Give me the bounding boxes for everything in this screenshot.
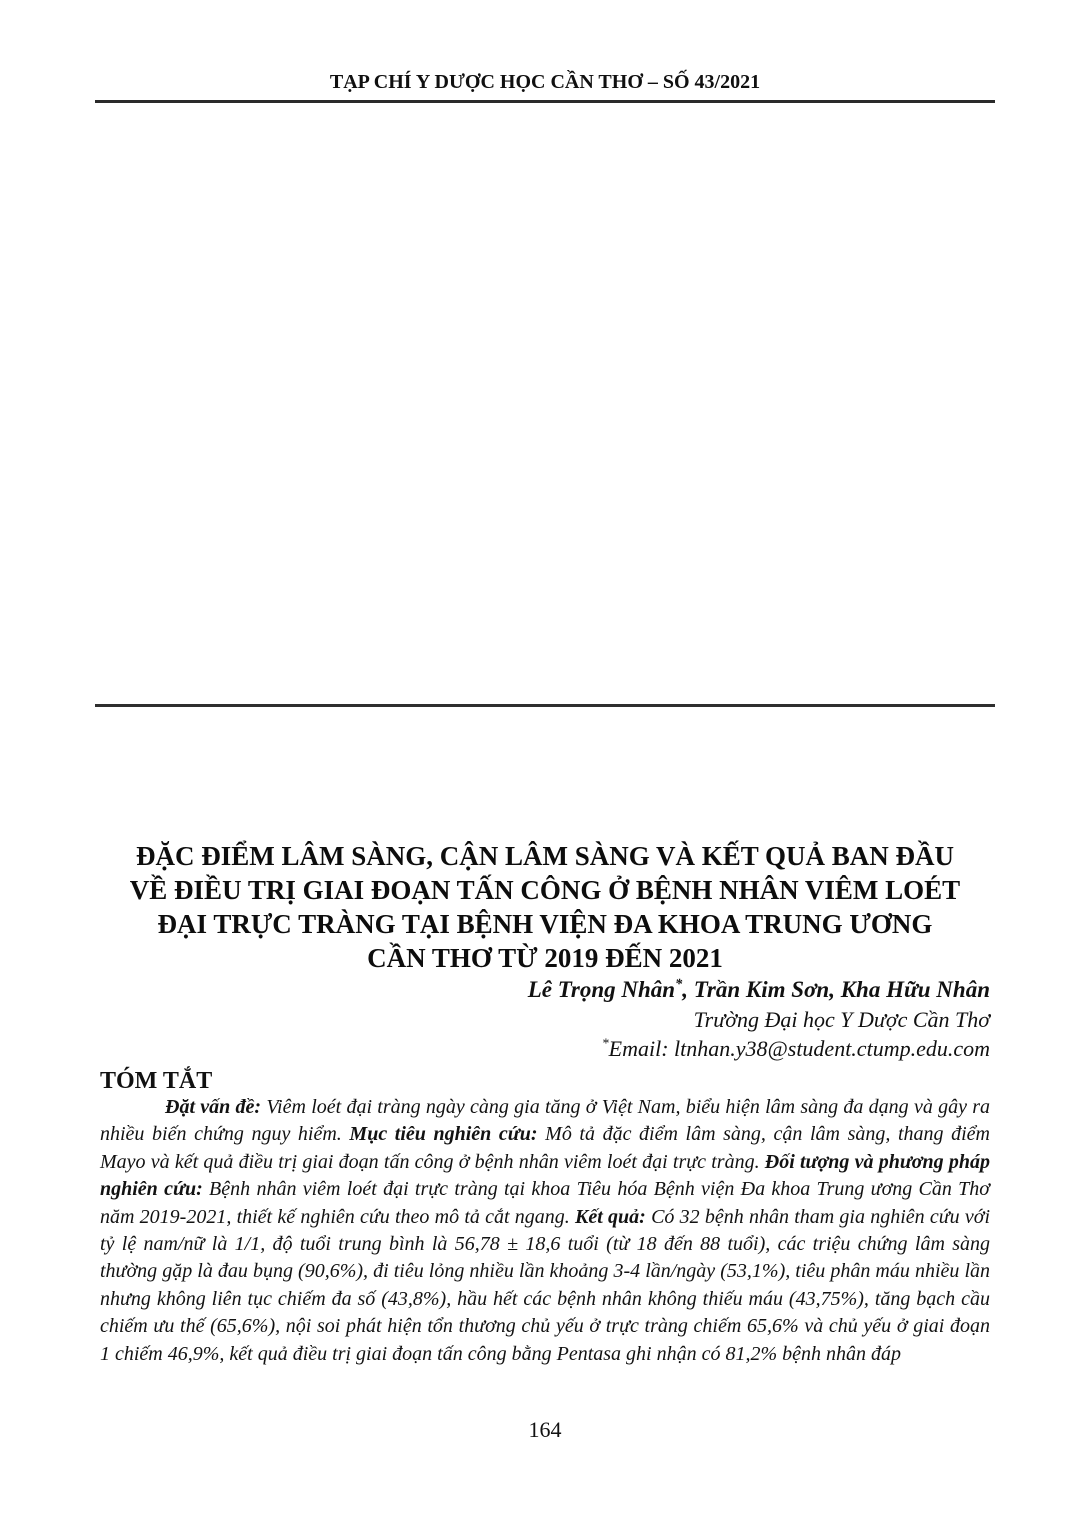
abstract-text: Có 32 bệnh nhân tham gia nghiên cứu với tỷ lệ nam/nữ là 1/1, độ tuổi trung bình là 56,78 ± 18,6 tuổi (từ 18 đến 88 tuổi), các triệu chứng lâm sàng thường gặp là đau bụng (90,6%), đi tiêu lỏng nhiều lần khoảng 3-4 lần/ngày (53,1%), tiêu phân máu nhiều lần nhưng không liên tục chiếm đa số (43,8%), hầu hết các bệnh nhân không thiếu máu (43,75%), tăng bạch cầu chiếm ưu thế (65,6%), nội soi phát hiện tổn thương chủ yếu ở trực tràng chiếm 65,6% và chủ yếu ở giai đoạn 1 chiếm 46,9%, kết quả điều trị giai đoạn tấn công bằng Pentasa ghi nhận có 81,2% bệnh nhân đáp	[100, 1205, 991, 1365]
page-number: 164	[528, 1417, 562, 1442]
article-title-line: VỀ ĐIỀU TRỊ GIAI ĐOẠN TẤN CÔNG Ở BỆNH NHÂN VIÊM LOÉT	[129, 875, 961, 905]
abstract-paragraph	[100, 1094, 990, 1368]
abstract-text: Viêm loét đại tràng ngày càng gia tăng ở Việt Nam, biểu hiện lâm sàng đa dạng và gây ra nhiều biến chứng nguy hiểm.	[100, 1096, 990, 1146]
article-title-line: ĐẠI TRỰC TRÀNG TẠI BỆNH VIỆN ĐA KHOA TRUNG ƯƠNG	[157, 909, 933, 939]
article-title-line: ĐẶC ĐIỂM LÂM SÀNG, CẬN LÂM SÀNG VÀ KẾT QUẢ BAN ĐẦU	[135, 841, 955, 871]
journal-header: TẠP CHÍ Y DƯỢC HỌC CẦN THƠ – SỐ 43/2021	[329, 71, 761, 93]
email-asterisk: *	[601, 1035, 609, 1051]
authors-rest: , Trần Kim Sơn, Kha Hữu Nhân	[682, 977, 990, 1002]
abstract-section-label: Mục tiêu nghiên cứu:	[349, 1123, 546, 1146]
abstract-heading: TÓM TẮT	[100, 1068, 213, 1094]
email-text: Email: ltnhan.y38@student.ctump.edu.com	[608, 1036, 990, 1061]
abstract-section-label: Kết quả:	[575, 1205, 652, 1228]
email-line	[100, 1034, 990, 1063]
abstract-section-label: Đối tượng và phương pháp nghiên cứu:	[100, 1150, 990, 1201]
header-divider	[95, 100, 995, 103]
author-asterisk: *	[675, 976, 683, 993]
section-divider	[95, 704, 995, 707]
abstract-text: Mô tả đặc điểm lâm sàng, cận lâm sàng, thang điểm Mayo và kết quả điều trị giai đoạn tấn công ở bệnh nhân viêm loét đại trực tràng.	[100, 1123, 990, 1173]
byline-block	[100, 975, 990, 1063]
abstract-section-label: Đặt vấn đề:	[165, 1096, 267, 1118]
abstract-text: Bệnh nhân viêm loét đại trực tràng tại khoa Tiêu hóa Bệnh viện Đa khoa Trung ương Cần Thơ năm 2019-2021, thiết kế nghiên cứu theo mô tả cắt ngang.	[100, 1178, 990, 1228]
article-title-line: CẦN THƠ TỪ 2019 ĐẾN 2021	[367, 943, 723, 973]
authors-line	[100, 975, 990, 1005]
article-title	[100, 839, 990, 975]
author-lead: Lê Trọng Nhân	[527, 977, 676, 1002]
affiliation: Trường Đại học Y Dược Cần Thơ	[693, 1007, 990, 1032]
